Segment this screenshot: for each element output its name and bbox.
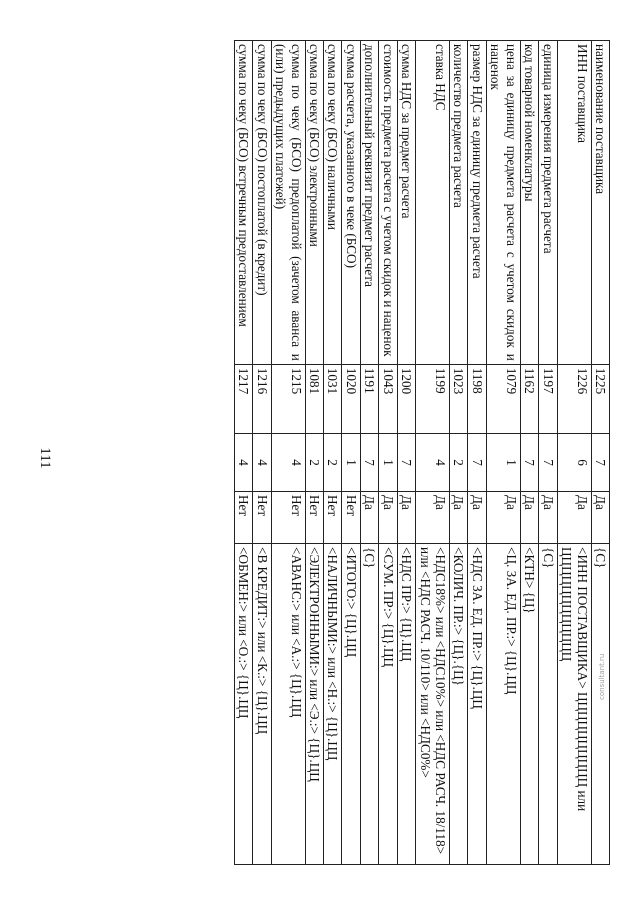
table-row — [486, 41, 520, 865]
requisite-tag: 1215 — [271, 364, 305, 433]
requisite-length: 2 — [305, 434, 323, 492]
requisite-name: код товарной номенклатуры — [520, 41, 538, 365]
requisite-format: <КТН> {Ц} — [520, 544, 538, 865]
requisite-format: <СУМ. ПР:> {Ц}.ЦЦ — [379, 544, 397, 865]
requisite-required: Нет — [305, 492, 323, 544]
requisite-name: стоимость предмета расчета с учетом скидок и наценок — [379, 41, 397, 365]
requisite-length: 4 — [253, 434, 271, 492]
requisite-name: количество предмета расчета — [450, 41, 468, 365]
requisite-tag: 1200 — [397, 364, 415, 433]
requisite-length: 1 — [379, 434, 397, 492]
requisite-name: цена за единицу предмета расчета с учетом скидок и наценок — [486, 41, 520, 365]
requisite-length: 1 — [342, 434, 360, 492]
requisite-format: <ИНН ПОСТАВЩИКА> ЦЦЦЦЦЦЦЦЦЦ или ЦЦЦЦЦЦЦЦЦЦЦЦ — [557, 544, 591, 865]
table-row — [450, 41, 468, 865]
requisite-length: 7 — [397, 434, 415, 492]
requisite-name: сумма по чеку (БСО) наличными — [324, 41, 342, 365]
table-row — [253, 41, 271, 865]
requisite-length: 7 — [468, 434, 486, 492]
requisite-format: <ОБМЕН:> или <О.:> {Ц}.ЦЦ — [234, 544, 252, 865]
requisite-tag: 1020 — [342, 364, 360, 433]
requisite-name: единица измерения предмета расчета — [539, 41, 557, 365]
requisite-length: 1 — [486, 434, 520, 492]
requisite-name: сумма по чеку (БСО) электронными — [305, 41, 323, 365]
requisite-format: {С} — [360, 544, 378, 865]
requisite-required: Да — [379, 492, 397, 544]
requisite-format: {С} — [591, 544, 609, 865]
requisites-table — [234, 40, 610, 865]
page-number: 111 — [37, 447, 53, 469]
requisite-required: Да — [468, 492, 486, 544]
table-row — [234, 41, 252, 865]
rotated-table-container — [40, 40, 610, 865]
table-row — [342, 41, 360, 865]
requisite-format: <НДС ПР:> {Ц}.ЦЦ — [397, 544, 415, 865]
requisite-name: сумма по чеку (БСО) предоплатой (зачетом аванса и (или) предыдущих платежей) — [271, 41, 305, 365]
requisite-length: 7 — [360, 434, 378, 492]
table-row — [379, 41, 397, 865]
requisite-name: сумма расчета, указанного в чеке (БСО) — [342, 41, 360, 365]
requisite-tag: 1023 — [450, 364, 468, 433]
requisite-required: Нет — [234, 492, 252, 544]
table-row — [520, 41, 538, 865]
requisite-tag: 1081 — [305, 364, 323, 433]
table-row — [591, 41, 609, 865]
requisite-required: Да — [520, 492, 538, 544]
requisite-required: Да — [360, 492, 378, 544]
requisite-length: 6 — [557, 434, 591, 492]
table-row — [539, 41, 557, 865]
table-row — [416, 41, 450, 865]
requisite-required: Да — [591, 492, 609, 544]
requisite-tag: 1031 — [324, 364, 342, 433]
requisite-tag: 1079 — [486, 364, 520, 433]
requisite-length: 4 — [234, 434, 252, 492]
requisite-length: 2 — [324, 434, 342, 492]
requisite-tag: 1216 — [253, 364, 271, 433]
requisite-tag: 1225 — [591, 364, 609, 433]
scan-watermark: consultant.ru — [598, 653, 606, 700]
requisite-required: Нет — [253, 492, 271, 544]
requisite-format: {С} — [539, 544, 557, 865]
requisite-required: Да — [397, 492, 415, 544]
table-row — [397, 41, 415, 865]
requisite-name: дополнительный реквизит предмет расчета — [360, 41, 378, 365]
requisite-required: Нет — [342, 492, 360, 544]
requisite-tag: 1217 — [234, 364, 252, 433]
requisite-required: Нет — [271, 492, 305, 544]
table-row — [271, 41, 305, 865]
requisite-required: Да — [557, 492, 591, 544]
requisite-name: наименование поставщика — [591, 41, 609, 365]
requisite-length: 7 — [520, 434, 538, 492]
requisite-length: 7 — [539, 434, 557, 492]
table-row — [468, 41, 486, 865]
requisite-length: 4 — [271, 434, 305, 492]
requisite-required: Да — [416, 492, 450, 544]
requisite-format: <НАЛИЧНЫМИ:> или <Н.:> {Ц}.ЦЦ — [324, 544, 342, 865]
requisite-required: Да — [450, 492, 468, 544]
requisite-format: <НДС18%> или <НДС10%> или <НДС РАСЧ. 18/118> или <НДС РАСЧ. 10/110> или <НДС0%> — [416, 544, 450, 865]
requisite-format: <ЭЛЕКТРОННЫМИ:> или <Э.:> {Ц}.ЦЦ — [305, 544, 323, 865]
requisite-required: Нет — [324, 492, 342, 544]
table-row — [305, 41, 323, 865]
requisite-tag: 1198 — [468, 364, 486, 433]
requisite-name: размер НДС за единицу предмета расчета — [468, 41, 486, 365]
requisite-name: ИНН поставщика — [557, 41, 591, 365]
requisite-format: <В КРЕДИТ:> или <К.:> {Ц}.ЦЦ — [253, 544, 271, 865]
requisite-tag: 1226 — [557, 364, 591, 433]
requisite-name: ставка НДС — [416, 41, 450, 365]
requisite-length: 4 — [416, 434, 450, 492]
requisite-name: сумма НДС за предмет расчета — [397, 41, 415, 365]
requisite-tag: 1043 — [379, 364, 397, 433]
requisite-tag: 1197 — [539, 364, 557, 433]
requisite-format: <АВАНС:> или <А.:> {Ц}.ЦЦ — [271, 544, 305, 865]
requisite-tag: 1199 — [416, 364, 450, 433]
requisite-length: 7 — [591, 434, 609, 492]
requisite-tag: 1162 — [520, 364, 538, 433]
requisite-required: Да — [539, 492, 557, 544]
requisite-tag: 1191 — [360, 364, 378, 433]
requisite-format: <КОЛИЧ. ПР.:> {Ц}.{Ц} — [450, 544, 468, 865]
requisite-format: <ИТОГО:> {Ц}.ЦЦ — [342, 544, 360, 865]
requisite-name: сумма по чеку (БСО) постоплатой (в кредит) — [253, 41, 271, 365]
table-row — [324, 41, 342, 865]
table-row — [360, 41, 378, 865]
requisite-name: сумма по чеку (БСО) встречным предоставлением — [234, 41, 252, 365]
requisite-format: <НДС ЗА. ЕД. ПР.:> {Ц}.ЦЦ — [468, 544, 486, 865]
requisite-format: <Ц. ЗА. ЕД. ПР.:> {Ц}.ЦЦ — [486, 544, 520, 865]
requisite-length: 2 — [450, 434, 468, 492]
requisite-required: Да — [486, 492, 520, 544]
table-row — [557, 41, 591, 865]
